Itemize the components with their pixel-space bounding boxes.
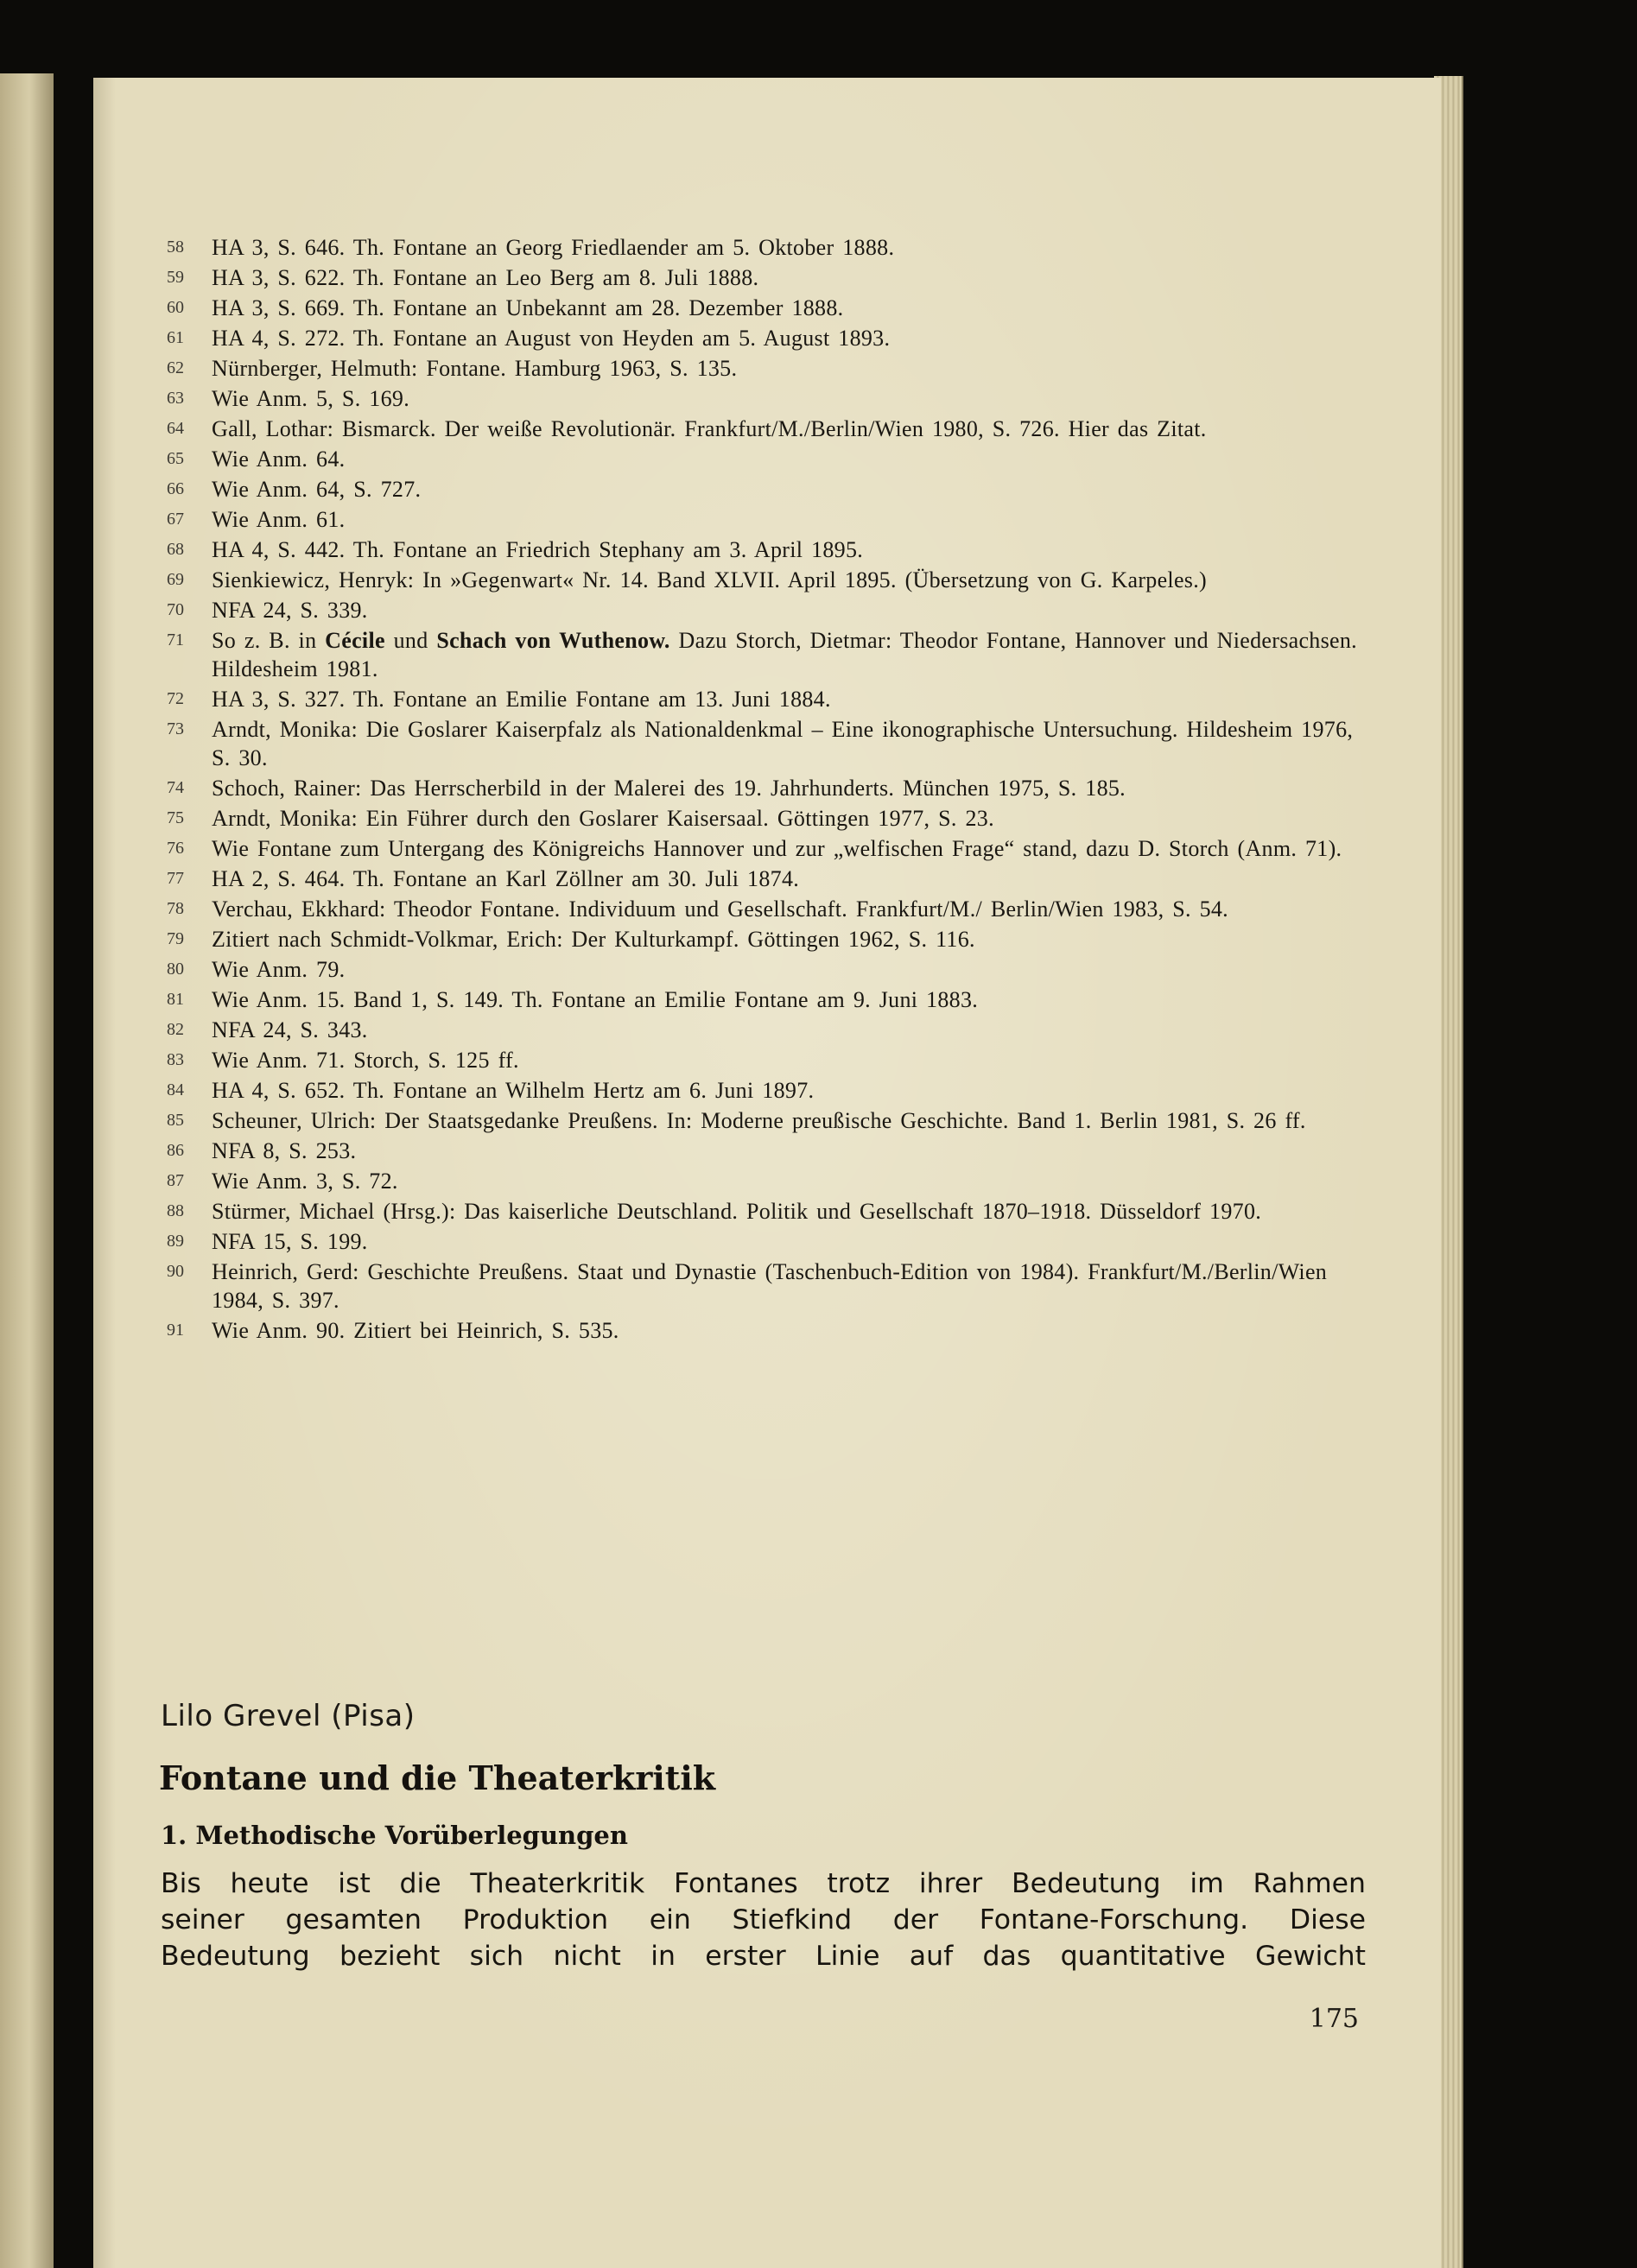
section-heading: 1. Methodische Vorüberlegungen <box>161 1821 628 1850</box>
endnote-text: Wie Anm. 3, S. 72. <box>212 1169 398 1194</box>
endnote-item <box>167 354 1372 383</box>
previous-page-edge <box>0 73 54 2268</box>
endnote-number: 81 <box>167 990 184 1009</box>
endnote-item <box>167 715 1372 772</box>
endnote-item <box>167 1316 1372 1345</box>
endnote-text: HA 3, S. 646. Th. Fontane an Georg Friedlaender am 5. Oktober 1888. <box>212 235 895 260</box>
book-page <box>93 78 1441 2268</box>
endnote-item <box>167 596 1372 624</box>
endnote-item <box>167 566 1372 594</box>
endnote-text: NFA 24, S. 339. <box>212 598 368 623</box>
endnote-number: 70 <box>167 600 184 619</box>
endnote-item <box>167 1258 1372 1315</box>
endnote-text: Wie Anm. 64. <box>212 447 346 472</box>
endnote-number: 86 <box>167 1141 184 1160</box>
endnote-text: Nürnberger, Helmuth: Fontane. Hamburg 1963, S. 135. <box>212 356 738 381</box>
endnote-text: Arndt, Monika: Ein Führer durch den Goslarer Kaisersaal. Göttingen 1977, S. 23. <box>212 806 994 831</box>
endnote-text: HA 3, S. 327. Th. Fontane an Emilie Fontane am 13. Juni 1884. <box>212 687 831 712</box>
endnote-number: 63 <box>167 389 184 408</box>
endnote-text: Schoch, Rainer: Das Herrscherbild in der Malerei des 19. Jahrhunderts. München 1975, S. 185. <box>212 776 1126 801</box>
endnote-item <box>167 505 1372 534</box>
endnote-item <box>167 475 1372 504</box>
endnote-item <box>167 925 1372 953</box>
endnote-item <box>167 294 1372 322</box>
endnote-number: 73 <box>167 719 184 738</box>
endnote-item <box>167 1197 1372 1226</box>
endnote-number: 76 <box>167 839 184 858</box>
endnote-text: HA 3, S. 669. Th. Fontane an Unbekannt am 28. Dezember 1888. <box>212 295 844 320</box>
endnote-number: 74 <box>167 778 184 797</box>
endnote-text: HA 4, S. 442. Th. Fontane an Friedrich Stephany am 3. April 1895. <box>212 537 864 562</box>
endnote-item <box>167 804 1372 833</box>
endnote-item <box>167 415 1372 443</box>
endnote-text: Heinrich, Gerd: Geschichte Preußens. Staat und Dynastie (Taschenbuch-Edition von 1984). Frankfurt/M./Berlin/Wien 1984, S. 397. <box>212 1259 1328 1313</box>
endnote-text: Gall, Lothar: Bismarck. Der weiße Revolutionär. Frankfurt/M./Berlin/Wien 1980, S. 726. Hier das Zitat. <box>212 416 1207 441</box>
endnote-number: 83 <box>167 1050 184 1069</box>
endnote-number: 64 <box>167 419 184 438</box>
endnote-number: 75 <box>167 808 184 827</box>
work-title-schach: Schach von Wuthenow. <box>436 628 670 653</box>
endnote-number: 80 <box>167 960 184 979</box>
endnote-item <box>167 955 1372 984</box>
endnote-number: 66 <box>167 479 184 498</box>
endnote-number: 58 <box>167 238 184 257</box>
endnote-text: Wie Fontane zum Untergang des Königreichs Hannover und zur „welfischen Frage“ stand, dazu D. Storch (Anm. 71). <box>212 836 1342 861</box>
endnote-item <box>167 685 1372 713</box>
endnote-number: 91 <box>167 1321 184 1340</box>
endnote-number: 71 <box>167 630 184 649</box>
endnote-item <box>167 233 1372 262</box>
page-number: 175 <box>1309 2004 1359 2034</box>
body-line: Bedeutung bezieht sich nicht in erster Linie auf das quantitative Gewicht <box>161 1941 1366 1972</box>
article-author: Lilo Grevel (Pisa) <box>161 1699 416 1733</box>
endnote-text: NFA 8, S. 253. <box>212 1138 357 1163</box>
endnote-text <box>212 626 1372 683</box>
work-title-cecile: Cécile <box>325 628 385 653</box>
endnote-item <box>167 1137 1372 1165</box>
endnote-text-part: So z. B. in <box>212 628 326 653</box>
endnote-text: Verchau, Ekkhard: Theodor Fontane. Individuum und Gesellschaft. Frankfurt/M./ Berlin/Wien 1983, S. 54. <box>212 896 1228 922</box>
endnote-text: HA 2, S. 464. Th. Fontane an Karl Zöllner am 30. Juli 1874. <box>212 866 800 891</box>
endnote-item <box>167 985 1372 1014</box>
endnote-text: Stürmer, Michael (Hrsg.): Das kaiserliche Deutschland. Politik und Gesellschaft 1870–1918. Düsseldorf 1970. <box>212 1199 1262 1224</box>
endnote-text: Wie Anm. 61. <box>212 507 346 532</box>
endnote-number: 88 <box>167 1201 184 1220</box>
endnote-number: 84 <box>167 1080 184 1099</box>
endnote-number: 60 <box>167 298 184 317</box>
body-line: Bis heute ist die Theaterkritik Fontanes trotz ihrer Bedeutung im Rahmen <box>161 1868 1366 1899</box>
article-body <box>161 1866 1366 1974</box>
endnote-item <box>167 263 1372 292</box>
endnote-text: Wie Anm. 64, S. 727. <box>212 477 422 502</box>
endnote-item <box>167 1167 1372 1195</box>
endnote-text: HA 4, S. 652. Th. Fontane an Wilhelm Hertz am 6. Juni 1897. <box>212 1078 815 1103</box>
endnote-number: 79 <box>167 929 184 948</box>
endnote-text: Wie Anm. 15. Band 1, S. 149. Th. Fontane an Emilie Fontane am 9. Juni 1883. <box>212 987 979 1012</box>
endnote-item <box>167 626 1372 683</box>
endnote-number: 68 <box>167 540 184 559</box>
endnote-text: Wie Anm. 71. Storch, S. 125 ff. <box>212 1048 519 1073</box>
endnote-text-part: und <box>384 628 437 653</box>
endnote-item <box>167 1076 1372 1105</box>
body-line: seiner gesamten Produktion ein Stiefkind der Fontane-Forschung. Diese <box>161 1904 1366 1935</box>
endnote-item <box>167 445 1372 473</box>
endnote-text: Wie Anm. 90. Zitiert bei Heinrich, S. 535. <box>212 1318 619 1343</box>
endnote-text: NFA 15, S. 199. <box>212 1229 368 1254</box>
endnote-text: Zitiert nach Schmidt-Volkmar, Erich: Der Kulturkampf. Göttingen 1962, S. 116. <box>212 927 975 952</box>
endnote-text: NFA 24, S. 343. <box>212 1017 368 1042</box>
endnote-number: 82 <box>167 1020 184 1039</box>
endnote-item <box>167 1016 1372 1044</box>
endnote-text: HA 4, S. 272. Th. Fontane an August von Heyden am 5. August 1893. <box>212 326 891 351</box>
endnote-item <box>167 1227 1372 1256</box>
endnote-item <box>167 324 1372 352</box>
endnote-number: 62 <box>167 358 184 377</box>
endnote-number: 78 <box>167 899 184 918</box>
endnote-number: 89 <box>167 1232 184 1251</box>
endnote-number: 90 <box>167 1262 184 1281</box>
endnote-number: 61 <box>167 328 184 347</box>
endnote-item <box>167 834 1372 863</box>
endnote-text: HA 3, S. 622. Th. Fontane an Leo Berg am 8. Juli 1888. <box>212 265 759 290</box>
endnote-item <box>167 384 1372 413</box>
endnote-text: Wie Anm. 5, S. 169. <box>212 386 409 411</box>
endnote-text-part: Dazu Storch, Dietmar: Theodor Fontane, Hannover und Niedersachsen. Hildesheim 1981. <box>212 628 1357 681</box>
endnote-number: 65 <box>167 449 184 468</box>
endnotes-list <box>167 233 1372 1346</box>
endnote-item <box>167 1106 1372 1135</box>
endnote-number: 85 <box>167 1111 184 1130</box>
endnote-item <box>167 535 1372 564</box>
article-title: Fontane und die Theaterkritik <box>159 1758 716 1797</box>
endnote-number: 59 <box>167 268 184 287</box>
endnote-number: 67 <box>167 510 184 529</box>
endnote-item <box>167 774 1372 802</box>
endnote-text: Sienkiewicz, Henryk: In »Gegenwart« Nr. 14. Band XLVII. April 1895. (Übersetzung von G. Karpeles.) <box>212 567 1207 592</box>
endnote-item <box>167 895 1372 923</box>
endnote-item <box>167 1046 1372 1074</box>
endnote-number: 72 <box>167 689 184 708</box>
endnote-number: 69 <box>167 570 184 589</box>
endnote-number: 77 <box>167 869 184 888</box>
endnote-text: Wie Anm. 79. <box>212 957 346 982</box>
endnote-item <box>167 865 1372 893</box>
endnote-text: Scheuner, Ulrich: Der Staatsgedanke Preußens. In: Moderne preußische Geschichte. Band 1. Berlin 1981, S. 26 ff. <box>212 1108 1306 1133</box>
endnote-text: Arndt, Monika: Die Goslarer Kaiserpfalz als Nationaldenkmal – Eine ikonographische Untersuchung. Hildesheim 1976, S. 30. <box>212 717 1354 770</box>
endnote-number: 87 <box>167 1171 184 1190</box>
